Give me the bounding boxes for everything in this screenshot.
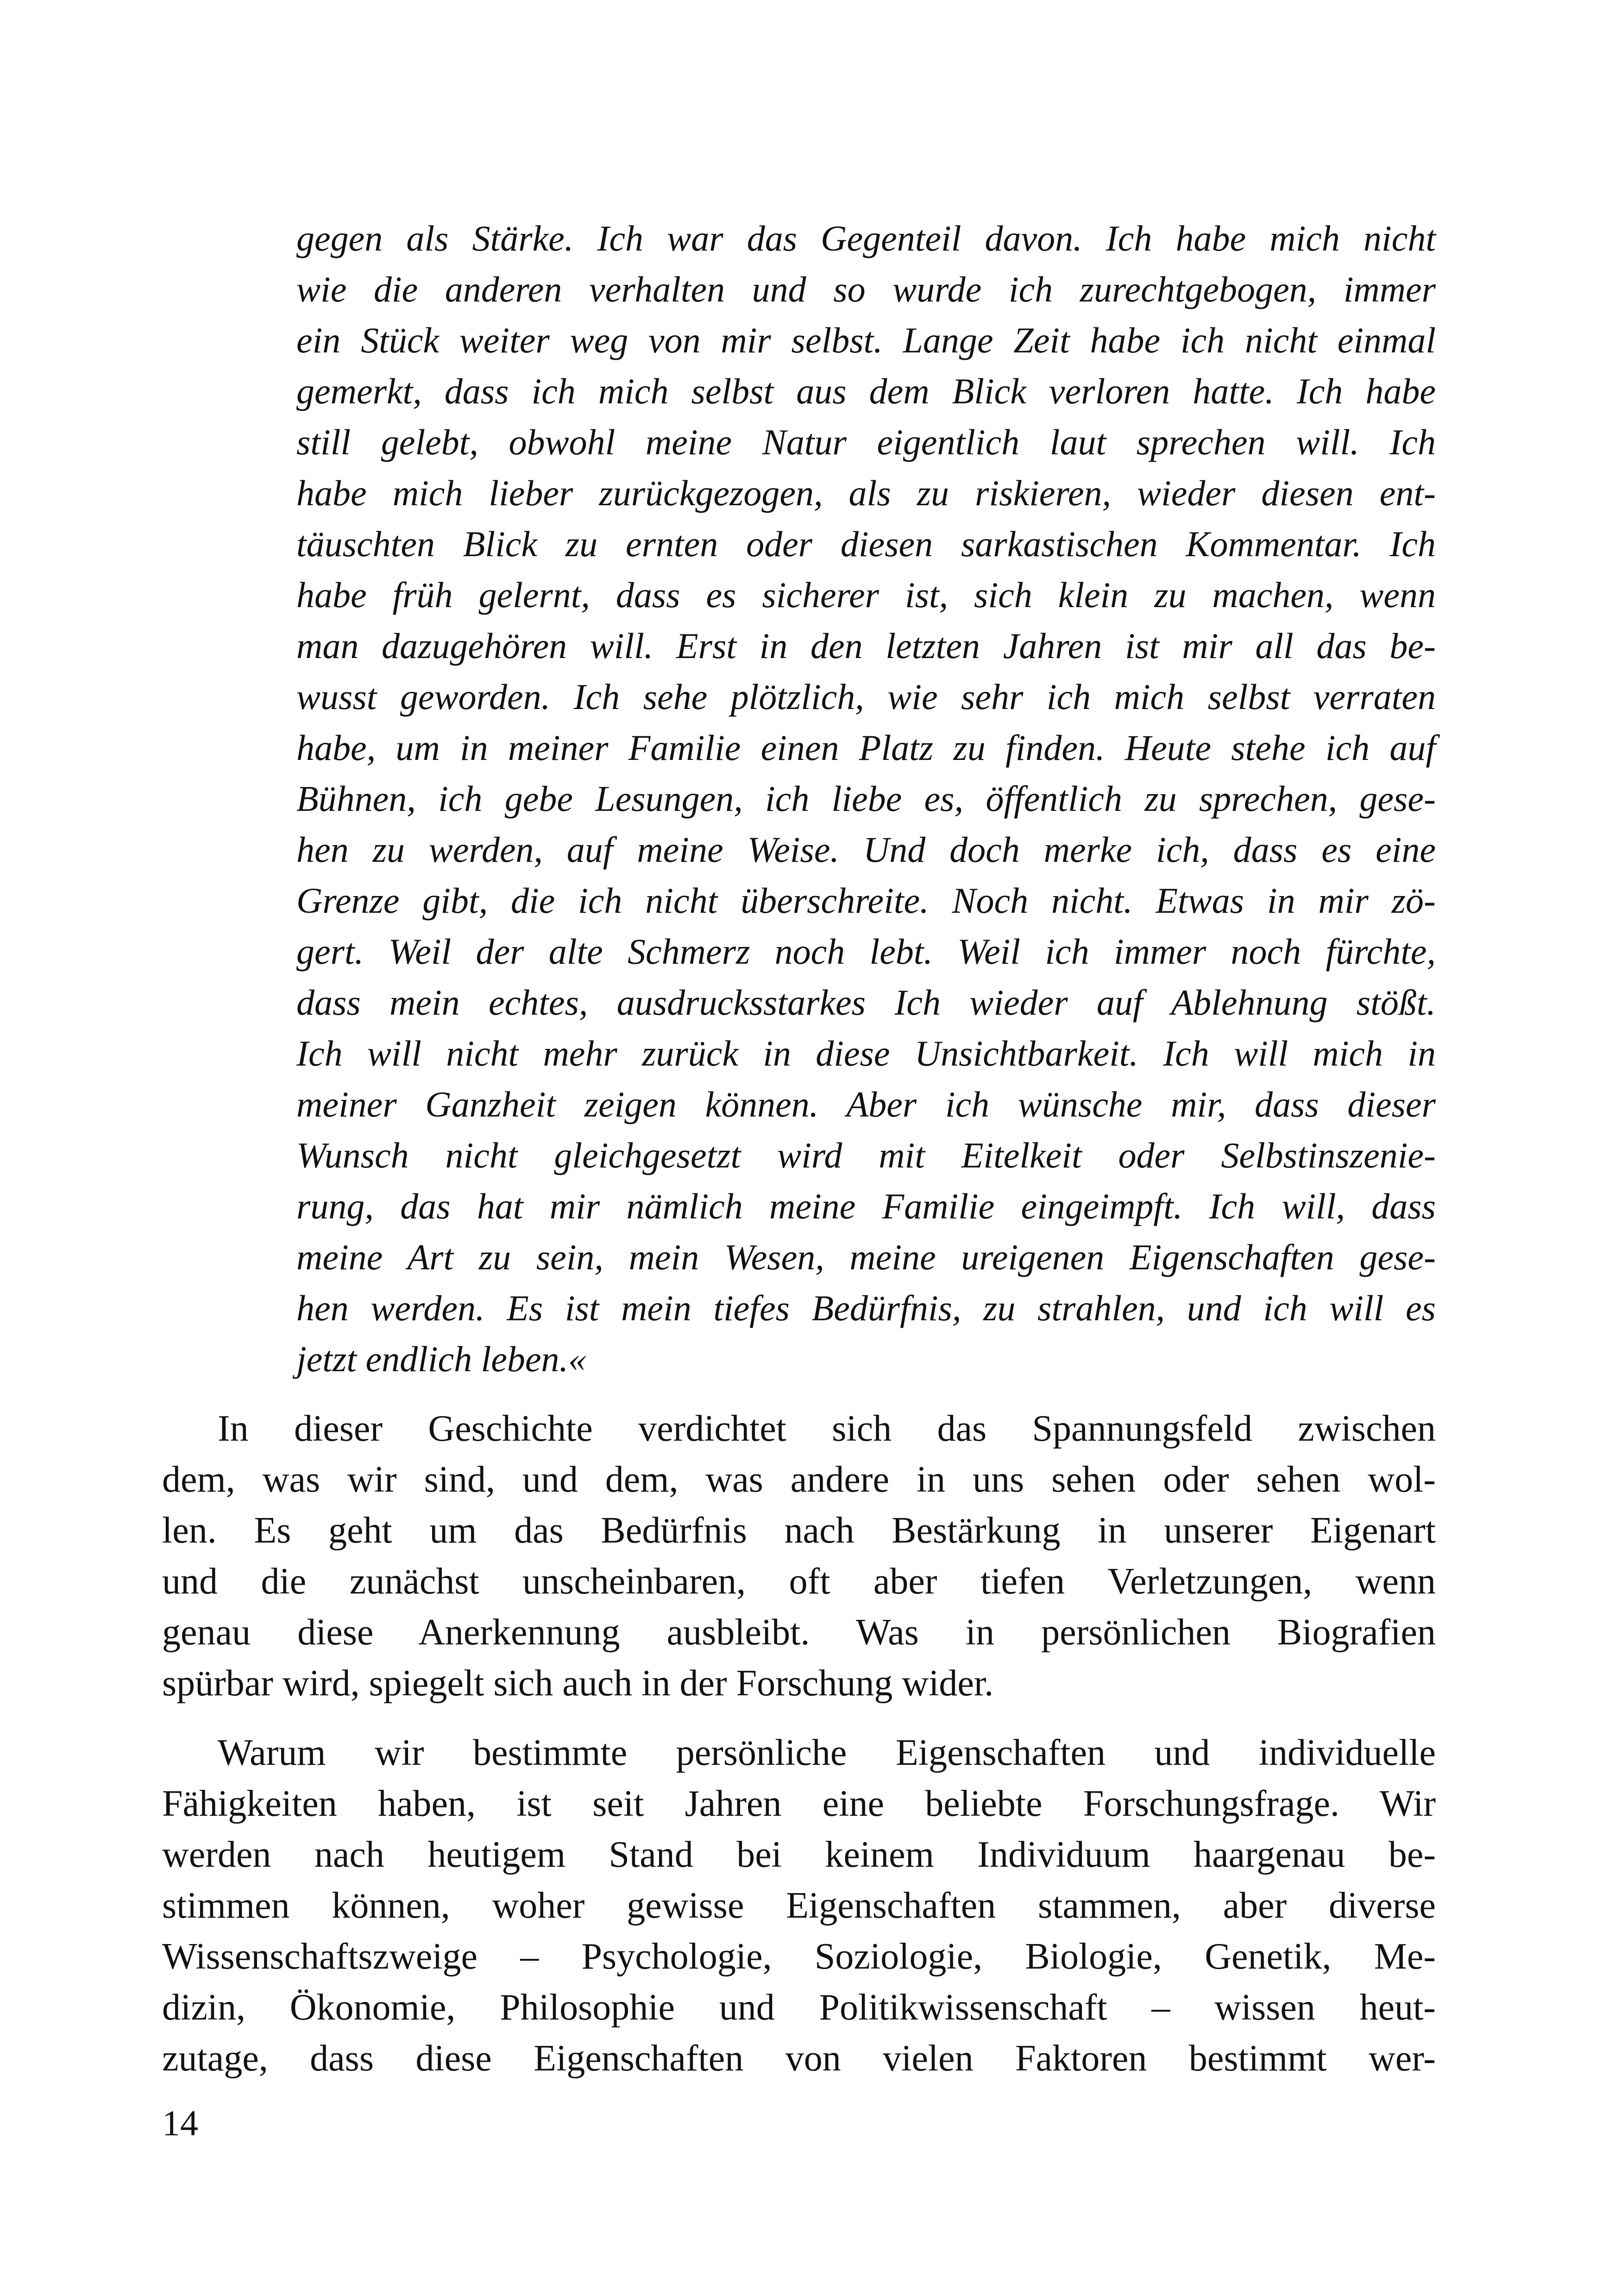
- quote-line: rung, das hat mir nämlich meine Familie eingeimpft. Ich will, dass: [296, 1186, 1436, 1226]
- quote-line: habe, um in meiner Familie einen Platz zu finden. Heute stehe ich auf: [296, 728, 1436, 768]
- paragraph-line: Warum wir bestimmte persönliche Eigenschaften und individuelle: [218, 1732, 1436, 1773]
- paragraph-line: dizin, Ökonomie, Philosophie und Politikwissenschaft – wissen heut-: [162, 1987, 1436, 2028]
- paragraph-line: werden nach heutigem Stand bei keinem Individuum haargenau be-: [162, 1834, 1436, 1875]
- quote-line: ein Stück weiter weg von mir selbst. Lange Zeit habe ich nicht einmal: [296, 320, 1436, 360]
- paragraph-line: zutage, dass diese Eigenschaften von vielen Faktoren bestimmt wer-: [162, 2038, 1436, 2079]
- quote-line: habe mich lieber zurückgezogen, als zu riskieren, wieder diesen ent-: [296, 473, 1436, 513]
- quote-line: gegen als Stärke. Ich war das Gegenteil davon. Ich habe mich nicht: [296, 218, 1436, 258]
- paragraph-line: Wissenschaftszweige – Psychologie, Soziologie, Biologie, Genetik, Me-: [162, 1936, 1436, 1977]
- quote-line: wie die anderen verhalten und so wurde ich zurechtgebogen, immer: [296, 269, 1436, 309]
- quote-line: Bühnen, ich gebe Lesungen, ich liebe es, öffentlich zu sprechen, gese-: [296, 778, 1436, 819]
- paragraph-line: spürbar wird, spiegelt sich auch in der Forschung wider.: [162, 1663, 994, 1704]
- quote-line: Ich will nicht mehr zurück in diese Unsichtbarkeit. Ich will mich in: [296, 1033, 1436, 1073]
- paragraph-line: Fähigkeiten haben, ist seit Jahren eine beliebte Forschungsfrage. Wir: [162, 1783, 1436, 1824]
- quote-line: Wunsch nicht gleichgesetzt wird mit Eitelkeit oder Selbstinszenie-: [296, 1135, 1436, 1175]
- quote-line: täuschten Blick zu ernten oder diesen sarkastischen Kommentar. Ich: [296, 524, 1436, 564]
- quote-line: man dazugehören will. Erst in den letzten Jahren ist mir all das be-: [296, 626, 1436, 666]
- quote-line: hen zu werden, auf meine Weise. Und doch merke ich, dass es eine: [296, 829, 1436, 870]
- quote-line: gemerkt, dass ich mich selbst aus dem Blick verloren hatte. Ich habe: [296, 371, 1436, 411]
- quote-line: Grenze gibt, die ich nicht überschreite. Noch nicht. Etwas in mir zö-: [296, 880, 1436, 921]
- paragraph-line: und die zunächst unscheinbaren, oft aber tiefen Verletzungen, wenn: [162, 1561, 1436, 1602]
- quote-line: still gelebt, obwohl meine Natur eigentlich laut sprechen will. Ich: [296, 422, 1436, 462]
- quote-line: meiner Ganzheit zeigen können. Aber ich wünsche mir, dass dieser: [296, 1084, 1436, 1124]
- paragraph-line: dem, was wir sind, und dem, was andere in uns sehen oder sehen wol-: [162, 1459, 1436, 1500]
- paragraph-line: In dieser Geschichte verdichtet sich das Spannungsfeld zwischen: [218, 1408, 1436, 1449]
- quote-line: gert. Weil der alte Schmerz noch lebt. Weil ich immer noch fürchte,: [296, 931, 1436, 972]
- paragraph-line: genau diese Anerkennung ausbleibt. Was in persönlichen Biografien: [162, 1612, 1436, 1653]
- quote-line: dass mein echtes, ausdrucksstarkes Ich wieder auf Ablehnung stößt.: [296, 982, 1436, 1023]
- quote-line: habe früh gelernt, dass es sicherer ist, sich klein zu machen, wenn: [296, 575, 1436, 615]
- paragraph-line: len. Es geht um das Bedürfnis nach Bestärkung in unserer Eigenart: [162, 1510, 1436, 1551]
- quote-line: meine Art zu sein, mein Wesen, meine ureigenen Eigenschaften gese-: [296, 1237, 1436, 1277]
- quote-line: wusst geworden. Ich sehe plötzlich, wie sehr ich mich selbst verraten: [296, 677, 1436, 717]
- page-number: 14: [162, 2103, 198, 2143]
- quote-line: jetzt endlich leben.«: [296, 1339, 586, 1379]
- quote-line: hen werden. Es ist mein tiefes Bedürfnis, zu strahlen, und ich will es: [296, 1288, 1436, 1328]
- paragraph-line: stimmen können, woher gewisse Eigenschaften stammen, aber diverse: [162, 1885, 1436, 1926]
